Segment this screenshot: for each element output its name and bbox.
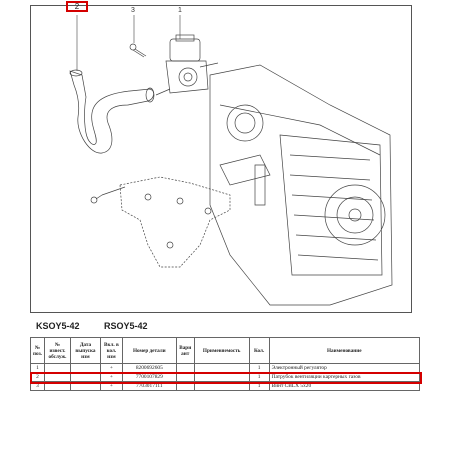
code-left: KSOY5-42 [36,321,80,331]
codes-header [30,318,420,336]
cell-notice [44,364,70,373]
table-row[interactable] [31,382,420,391]
table-row[interactable] [31,373,420,382]
callout-label: 1 [178,7,182,14]
callout-label: 3 [131,7,135,14]
cell-part: 7703017111 [122,382,176,391]
cell-usage [194,382,249,391]
cell-notice [44,373,70,382]
col-header: Вкл. в кол. изм [100,338,122,364]
cell-pos: 3 [31,382,45,391]
cell-qty: 1 [249,373,269,382]
callout-item-2-highlighted [66,1,88,12]
callout-label: 2 [74,2,80,11]
cell-variant [176,382,194,391]
cell-part: 8200692605 [122,364,176,373]
col-header: Кол. [249,338,269,364]
parts-exploded-drawing [30,5,412,313]
cell-incl: + [100,373,122,382]
parts-table [30,337,420,391]
cell-date [70,382,100,391]
cell-date [70,373,100,382]
col-header: Дата выпуска изм [70,338,100,364]
cell-name: Винт CBLX 5x20 [269,382,419,391]
cell-name: Электронный регулятор [269,364,419,373]
cell-qty: 1 [249,382,269,391]
cell-incl: + [100,364,122,373]
table-row[interactable] [31,364,420,373]
cell-qty: 1 [249,364,269,373]
col-header: № извест. обслуж. [44,338,70,364]
callout-item-1 [178,7,182,14]
table-header-row [31,338,420,364]
col-header: Номер детали [122,338,176,364]
cell-usage [194,373,249,382]
cell-part: 7700107829 [122,373,176,382]
col-header: Вари ант [176,338,194,364]
cell-variant [176,373,194,382]
col-header: № поз. [31,338,45,364]
code-right: RSOY5-42 [104,321,148,331]
cell-notice [44,382,70,391]
col-header: Наименование [269,338,419,364]
cell-pos: 2 [31,373,45,382]
callout-item-3 [131,7,135,14]
cell-date [70,364,100,373]
cell-variant [176,364,194,373]
col-header: Применяемость [194,338,249,364]
cell-pos: 1 [31,364,45,373]
cell-usage [194,364,249,373]
cell-name: Патрубок вентиляции картерных газов [269,373,419,382]
cell-incl: + [100,382,122,391]
